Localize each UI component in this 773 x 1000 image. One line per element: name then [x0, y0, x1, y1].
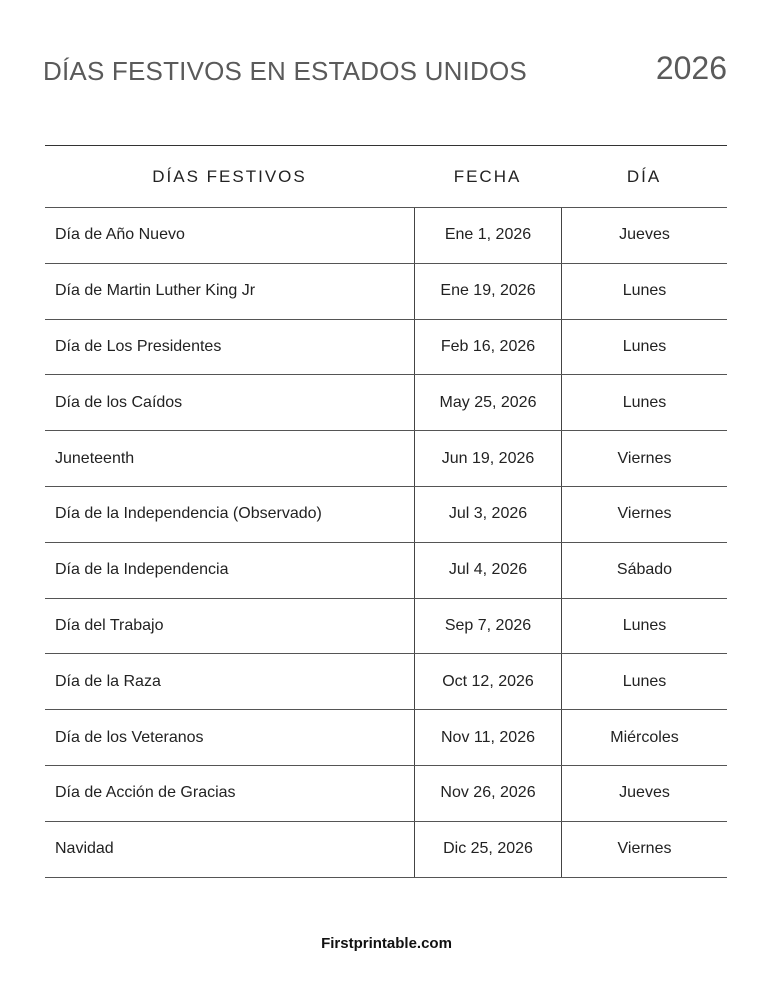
table-row: [45, 208, 727, 264]
holiday-weekday: Viernes: [561, 822, 727, 877]
holiday-date: Nov 26, 2026: [414, 766, 561, 821]
table-row: [45, 264, 727, 320]
holiday-date: Sep 7, 2026: [414, 599, 561, 654]
holiday-name: Día de los Veteranos: [55, 728, 204, 746]
holiday-date: Jun 19, 2026: [414, 431, 561, 486]
holiday-name: Día de Martin Luther King Jr: [55, 282, 256, 300]
table-row: [45, 431, 727, 487]
holiday-date: Nov 11, 2026: [414, 710, 561, 765]
holiday-name: Día de la Independencia: [55, 561, 229, 579]
table-row: [45, 599, 727, 655]
holiday-weekday: Lunes: [561, 654, 727, 709]
table-row: [45, 654, 727, 710]
holiday-weekday: Jueves: [561, 766, 727, 821]
holiday-weekday: Lunes: [561, 375, 727, 430]
page-title: DÍAS FESTIVOS EN ESTADOS UNIDOS: [43, 56, 527, 86]
footer-brand: Firstprintable.com: [321, 935, 452, 952]
holiday-date: Jul 4, 2026: [414, 543, 561, 598]
holiday-weekday: Sábado: [561, 543, 727, 598]
table-row: [45, 543, 727, 599]
holiday-date: Dic 25, 2026: [414, 822, 561, 877]
table-row: [45, 710, 727, 766]
holiday-name: Día de Año Nuevo: [55, 226, 185, 244]
column-header-day: DÍA: [626, 166, 662, 186]
holiday-name: Día del Trabajo: [55, 616, 164, 634]
holiday-weekday: Viernes: [561, 431, 727, 486]
holiday-name: Día de Los Presidentes: [55, 337, 222, 355]
holiday-date: May 25, 2026: [414, 375, 561, 430]
holiday-date: Feb 16, 2026: [414, 320, 561, 375]
holiday-date: Oct 12, 2026: [414, 654, 561, 709]
holiday-weekday: Lunes: [561, 599, 727, 654]
holiday-name: Navidad: [55, 840, 114, 858]
holiday-name: Día de la Independencia (Observado): [55, 505, 322, 523]
holiday-weekday: Viernes: [561, 487, 727, 542]
holiday-date: Ene 19, 2026: [414, 264, 561, 319]
table-row: [45, 375, 727, 431]
table-row: [45, 766, 727, 822]
holiday-name: Día de Acción de Gracias: [55, 784, 236, 802]
table-row: [45, 320, 727, 376]
holiday-weekday: Lunes: [561, 264, 727, 319]
holiday-weekday: Miércoles: [561, 710, 727, 765]
column-header-holiday: DÍAS FESTIVOS: [152, 166, 307, 186]
holidays-table: [45, 145, 727, 878]
table-row: [45, 487, 727, 543]
holiday-name: Día de los Caídos: [55, 393, 183, 411]
holiday-date: Ene 1, 2026: [414, 208, 561, 263]
holiday-weekday: Jueves: [561, 208, 727, 263]
column-header-date: FECHA: [453, 166, 522, 186]
holiday-date: Jul 3, 2026: [414, 487, 561, 542]
holiday-name: Juneteenth: [55, 449, 135, 467]
table-row: [45, 822, 727, 878]
holiday-name: Día de la Raza: [55, 672, 161, 690]
holiday-weekday: Lunes: [561, 320, 727, 375]
year-label: 2026: [655, 50, 727, 86]
table-header-row: [45, 146, 727, 208]
